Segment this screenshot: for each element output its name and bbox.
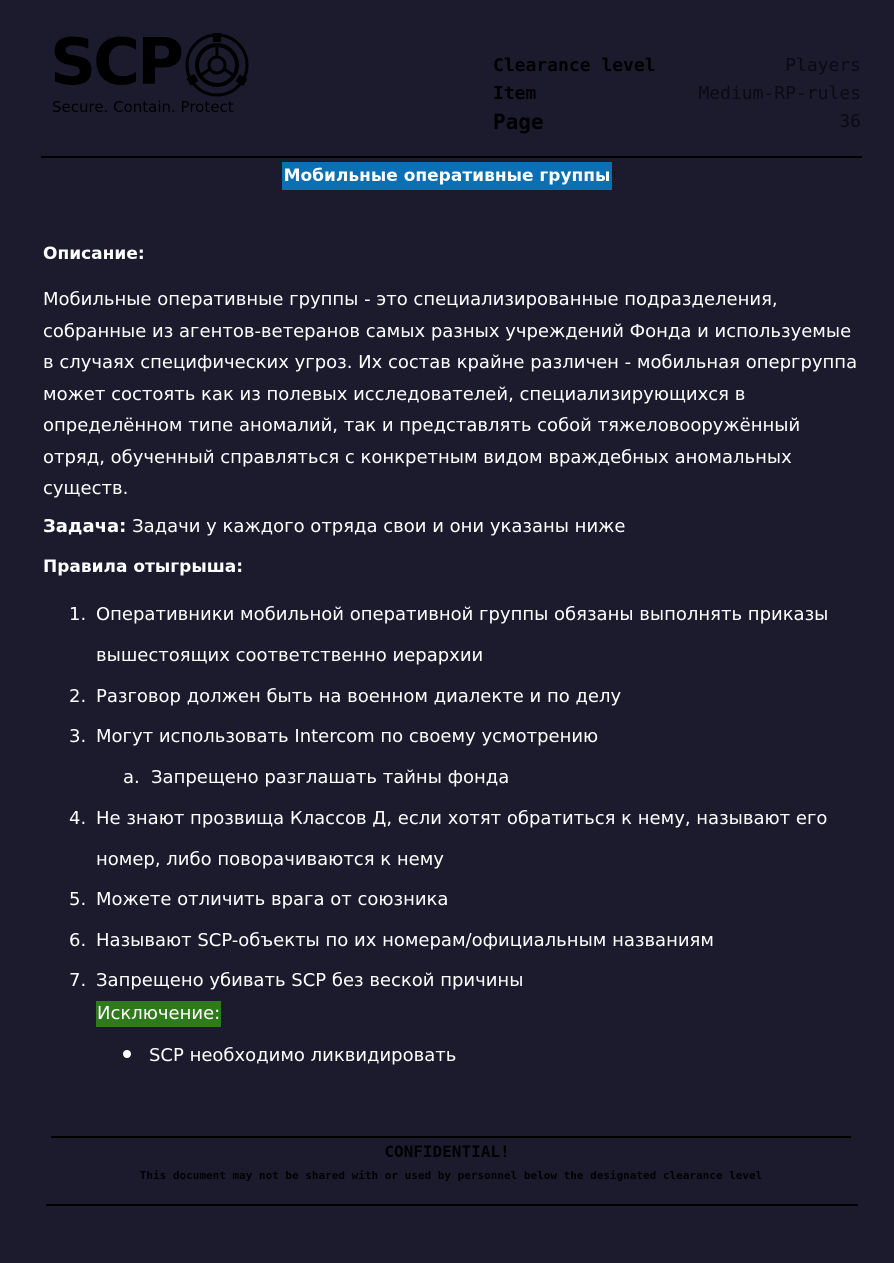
- logo-tagline: Secure. Contain. Protect: [52, 98, 234, 116]
- list-item-text: Называют SCP-объекты по их номерам/официальным названиям: [96, 930, 714, 951]
- scp-logo: [50, 26, 260, 120]
- list-item-number: 5.: [69, 889, 87, 910]
- exception-bullet-text: SCP необходимо ликвидировать: [149, 1045, 457, 1066]
- list-item-text: Не знают прозвища Классов Д, если хотят обратиться к нему, называют его номер, либо поворачиваются к нему: [96, 808, 828, 870]
- meta-page-value: 36: [839, 111, 861, 132]
- description-text: Мобильные оперативные группы - это специализированные подразделения, собранные из агентов-ветеранов самых разных учреждений Фонда и используемые в случаях специфических угроз. Их состав крайне различен - мобильная опергруппа может состоять как из полевых исследователей, специализирующихся в определённом типе аномалий, так и представлять собой тяжеловооружённый отряд, обученный справляться с конкретным видом враждебных аномальных существ.: [43, 289, 858, 499]
- list-item-text: Оперативники мобильной оперативной группы обязаны выполнять приказы вышестоящих соответственно иерархии: [96, 604, 829, 666]
- description-label: Описание:: [43, 244, 145, 264]
- list-item-number: 6.: [69, 930, 87, 951]
- meta-item-row: [493, 80, 861, 108]
- meta-item-key: Item: [493, 83, 537, 104]
- footer-title: CONFIDENTIAL!: [384, 1142, 510, 1161]
- footer-divider-bottom: [46, 1204, 858, 1206]
- list-item-number: 4.: [69, 808, 87, 829]
- task-line: [43, 514, 625, 540]
- task-label: Задача:: [43, 516, 127, 537]
- meta-page-row: [493, 108, 861, 136]
- rules-label: Правила отыгрыша:: [43, 557, 244, 577]
- meta-clearance-key: Clearance level: [493, 55, 656, 76]
- list-item-text: Разговор должен быть на военном диалекте и по делу: [96, 686, 622, 707]
- sub-list-item-text: Запрещено разглашать тайны фонда: [151, 767, 510, 788]
- page-title: Мобильные оперативные группы: [282, 162, 613, 190]
- list-item-text: Могут использовать Intercom по своему усмотрению: [96, 726, 599, 747]
- list-item-number: 2.: [69, 686, 87, 707]
- page-title-wrap: [0, 162, 894, 190]
- bullet-dot-icon: [123, 1050, 131, 1058]
- exception-label: Исключение:: [96, 1001, 221, 1027]
- list-item-number: 1.: [69, 604, 87, 625]
- meta-page-key: Page: [493, 110, 544, 134]
- list-item-text: Можете отличить врага от союзника: [96, 889, 449, 910]
- header-divider: [41, 156, 862, 158]
- logo-wordmark: SCP: [50, 26, 181, 100]
- list-item-text: Запрещено убивать SCP без веской причины: [96, 970, 524, 991]
- scp-emblem-icon: [184, 32, 250, 98]
- footer-divider-top: [51, 1136, 851, 1138]
- task-text: Задачи у каждого отряда свои и они указаны ниже: [132, 516, 626, 537]
- meta-item-value: Medium-RP-rules: [698, 83, 861, 104]
- exception-bullet-item: [123, 1041, 456, 1071]
- list-item-number: 7.: [69, 970, 87, 991]
- list-item-number: 3.: [69, 726, 87, 747]
- footer-subtitle: This document may not be shared with or used by personnel below the designated clearance level: [139, 1169, 763, 1182]
- meta-clearance-row: [493, 52, 861, 80]
- sub-list-item-letter: a.: [123, 767, 140, 788]
- meta-clearance-value: Players: [785, 55, 861, 76]
- document-meta: [493, 52, 861, 136]
